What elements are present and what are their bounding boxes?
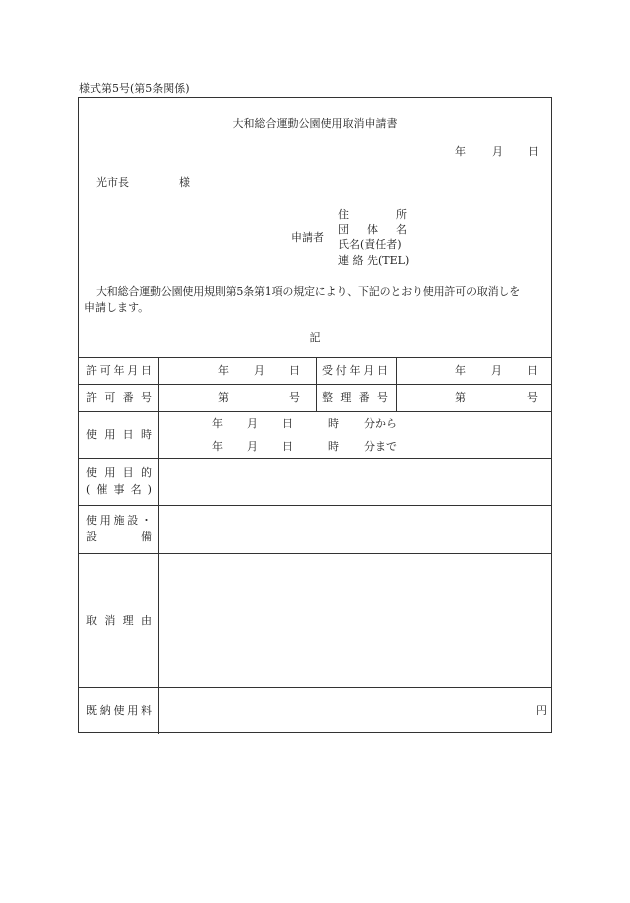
column-divider (316, 357, 317, 411)
usage-from-month: 月 (247, 417, 258, 430)
form-frame (78, 97, 552, 733)
usage-from-day: 日 (282, 417, 293, 430)
body-text-line1: 大和総合運動公園使用規則第5条第1項の規定により、下記のとおり使用許可の取消しを (96, 285, 520, 298)
row-divider (79, 687, 551, 688)
permit-number-dai: 第 (218, 391, 229, 404)
usage-to-year: 年 (212, 440, 223, 453)
receipt-date-label: 受 付 年 月 日 (322, 364, 388, 377)
usage-to-month: 月 (247, 440, 258, 453)
usage-from-year: 年 (212, 417, 223, 430)
usage-from-hour: 時 (328, 417, 339, 430)
table-top-line (79, 357, 551, 358)
permit-date-day: 日 (289, 364, 300, 377)
row-divider (79, 505, 551, 506)
reference-number-dai: 第 (455, 391, 466, 404)
date-month: 月 (492, 145, 503, 158)
usage-to-hour: 時 (328, 440, 339, 453)
receipt-date-month: 月 (491, 364, 502, 377)
usage-datetime-label: 使 用 日 時 (86, 428, 152, 441)
date-day: 日 (528, 145, 539, 158)
permit-number-go: 号 (289, 391, 300, 404)
permit-date-label: 許 可 年 月 日 (86, 364, 152, 377)
permit-date-year: 年 (218, 364, 229, 377)
facility-label-line1: 使 用 施 設 ・ (86, 514, 152, 527)
addressee-name: 光市長 (96, 176, 129, 189)
facility-label-line2: 設 備 (86, 530, 152, 543)
receipt-date-year: 年 (455, 364, 466, 377)
fee-paid-unit: 円 (536, 704, 547, 717)
purpose-label-line1: 使 用 目 的 (86, 466, 152, 479)
receipt-date-day: 日 (527, 364, 538, 377)
permit-date-month: 月 (254, 364, 265, 377)
usage-to-day: 日 (282, 440, 293, 453)
label-column-divider (158, 357, 159, 734)
responsible-label: 氏名(責任者) (338, 238, 402, 251)
row-divider (79, 458, 551, 459)
group-name-label: 団 体 名 (338, 223, 407, 236)
permit-number-label: 許 可 番 号 (86, 391, 152, 404)
reference-number-go: 号 (527, 391, 538, 404)
column-divider (396, 357, 397, 411)
usage-to-suffix: 分まで (364, 440, 397, 453)
address-label: 住 所 (338, 208, 407, 221)
cancel-reason-label: 取 消 理 由 (86, 614, 152, 627)
usage-from-suffix: 分から (364, 417, 397, 430)
purpose-label-line2: ( 催 事 名 ) (86, 483, 152, 496)
date-year: 年 (455, 145, 466, 158)
row-divider (79, 553, 551, 554)
body-text-line2: 申請します。 (84, 301, 150, 314)
contact-label: 連 絡 先(TEL) (338, 254, 410, 267)
row-divider (79, 411, 551, 412)
addressee-honorific: 様 (179, 176, 190, 189)
applicant-label: 申請者 (291, 231, 324, 244)
reference-number-label: 整 理 番 号 (322, 391, 388, 404)
form-number: 様式第5号(第5条関係) (79, 82, 190, 95)
form-title: 大和総合運動公園使用取消申請書 (232, 117, 398, 130)
fee-paid-label: 既 納 使 用 料 (86, 704, 152, 717)
row-divider (79, 384, 551, 385)
ki-label: 記 (309, 331, 321, 344)
